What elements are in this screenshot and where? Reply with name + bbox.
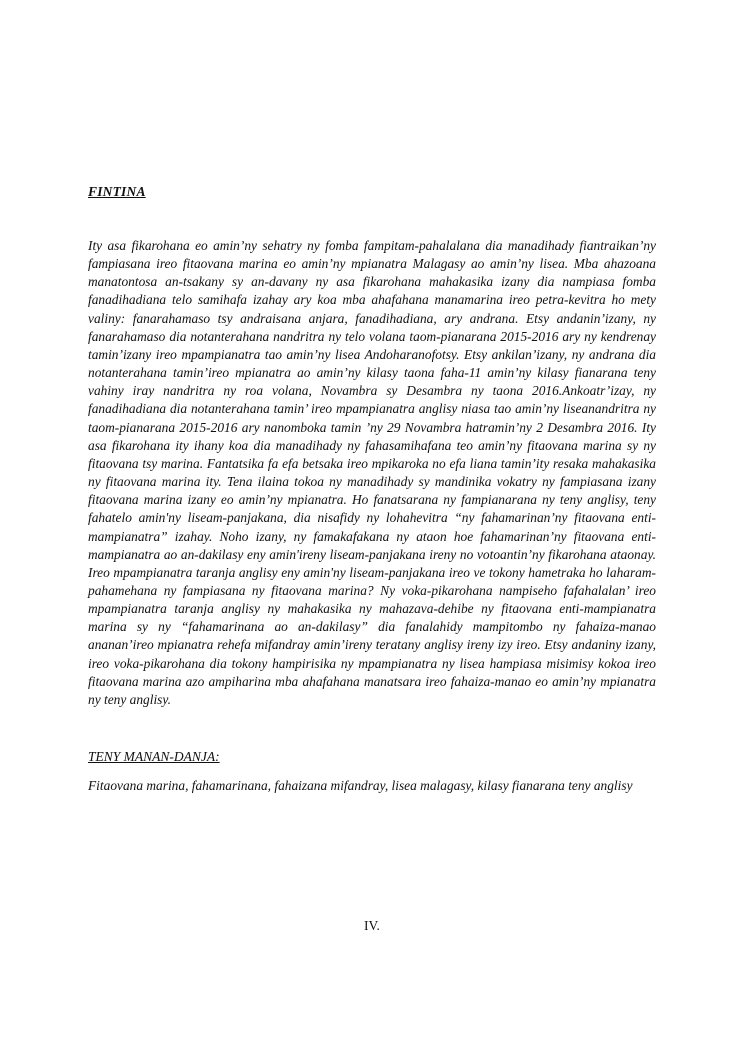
abstract-heading: FINTINA bbox=[88, 184, 146, 199]
page-number: IV. bbox=[364, 918, 380, 933]
keywords-list: Fitaovana marina, fahamarinana, fahaizana mifandray, lisea malagasy, kilasy fianarana teny anglisy bbox=[88, 778, 633, 793]
keywords-heading: TENY MANAN-DANJA: bbox=[88, 749, 220, 764]
abstract-body: Ity asa fikarohana eo amin’ny sehatry ny fomba fampitam-pahalalana dia manadihady fiantraikan’ny fampiasana ireo fitaovana marina eo amin’ny mpianatra Malagasy ao amin’ny lisea. Mba ahazoana manatontosa an-tsakany sy an-davany ny asa fikarohana mahakasika izany dia nampiasa fomba fanadihadiana telo samihafa izahay ary koa mba ahafahana manamarina ireo petra-kevitra ho mety valiny: fanarahamaso tsy andraisana anjara, fanadihadiana, ary andrana. Etsy andanin’izany, ny fanarahamaso dia notanterahana nandritra ny telo volana taom-pianarana 2015-2016 ary ny kendrenay tamin’izany ireo mpampianatra tao amin’ny lisea Andoharanofotsy. Etsy ankilan’izany, ny andrana dia notanterahana tamin’ireo mpianatra ao amin’ny kilasy taona faha-11 amin’ny kilasy fianarana teny vahiny iray nandritra ny roa volana, Novambra sy Desambra ny taona 2016.Ankoatr’izay, ny fanadihadiana dia notanterahana tamin’ ireo mpampianatra anglisy niasa tao amin’ny liseanandritra ny taom-pianarana 2015-2016 ary nanomboka tamin ’ny 29 Novambra hatramin’ny 2 Desambra 2016. Ity asa fikarohana ity ihany koa dia manadihady ny fahasamihafana teo amin’ny fitaovana marina sy ny fitaovana tsy marina. Fantatsika fa efa betsaka ireo mpikaroka no efa liana tamin’ity resaka mahakasika ny fitaovana marina ity. Tena ilaina tokoa ny manadihady sy mandinika vokatry ny fampiasana izany fitaovana marina izany eo amin’ny mpianatra. Ho fanatsarana ny fampianarana ny teny anglisy, teny fahatelo amin'ny liseam-panjakana, dia nisafidy ny lohahevitra “ny fahamarinan’ny fitaovana enti-mampianatra” izahay. Noho izany, ny famakafakana ny ataon hoe fahamarinan’ny fitaovana enti-mampianatra ao an-dakilasy eny amin'ireny liseam-panjakana ireny no votoantin’ny fikarohana ataonay. Ireo mpampianatra taranja anglisy eny amin'ny liseam-panjakana ireo ve tokony hametraka ho laharam-pahamehana ny fampiasana ny fitaovana marina? Ny voka-pikarohana nampiseho fafahalalan’ ireo mpampianatra taranja anglisy ny mahakasika ny mahazava-dehibe ny fitaovana enti-mampianatra marina sy ny “fahamarinana ao an-dakilasy” dia fanalahidy mampitombo ny fahaiza-manao ananan’ireo mpianatra rehefa mifandray amin’ireny teratany anglisy ireny izy ireo. Etsy andaniny izany, ireo voka-pikarohana dia tokony hampirisika ny mpampianatra ny lisea hampiasa misimisy kokoa ireo fitaovana marina azo ampiharina mba ahafahana manatsara ireo fahaiza-manao eo amin’ny mpianatra ny teny anglisy. bbox=[88, 238, 656, 707]
